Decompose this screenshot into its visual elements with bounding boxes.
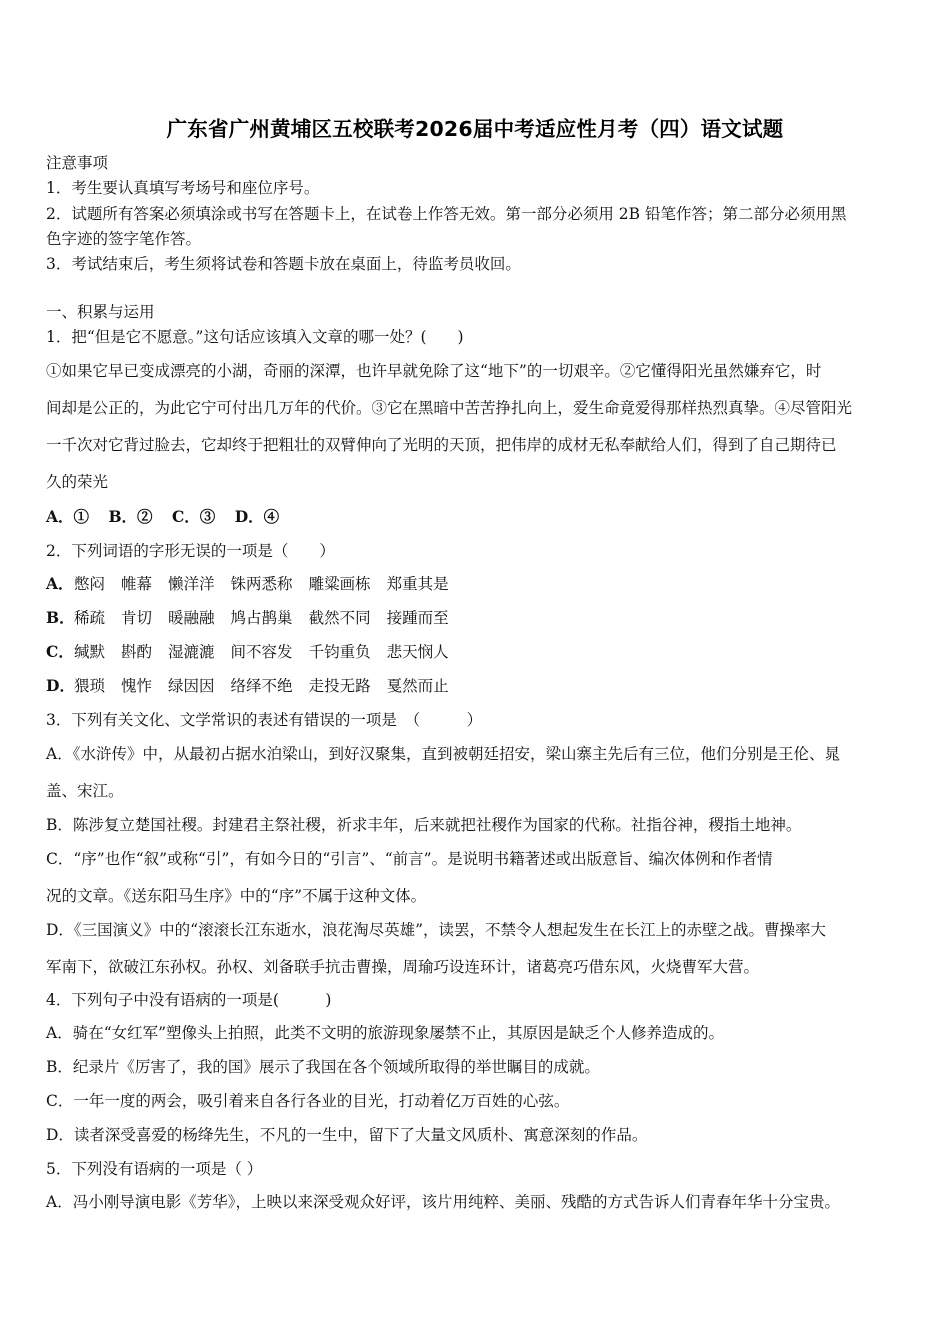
word: 戛然而止 (386, 677, 449, 695)
word: 懒洋洋 (168, 575, 215, 593)
question-5-stem: 5．下列没有语病的一项是（ ） (46, 1160, 263, 1178)
word: 络绎不绝 (230, 677, 293, 695)
word: 接踵而至 (386, 609, 449, 627)
question-5-line: A．冯小刚导演电影《芳华》，上映以来深受观众好评，该片用纯粹、美丽、残酷的方式告诉人们青春年华十分宝贵。 (46, 1193, 840, 1211)
question-4-line: D．读者深受喜爱的杨绛先生，不凡的一生中，留下了大量文风质朴、寓意深刻的作品。 (46, 1126, 648, 1144)
question-3-line: A．《水浒传》中，从最初占据水泊梁山，到好汉聚集，直到被朝廷招安，梁山寨主先后有三位，他们分别是王伦、晁 (46, 745, 840, 763)
question-1-passage-line: ①如果它早已变成漂亮的小湖，奇丽的深潭，也许早就免除了这“地下”的一切艰辛。②它懂得阳光虽然嫌弃它，时 (46, 362, 822, 380)
word: 肯切 (121, 609, 153, 627)
question-3-line: B．陈涉复立楚国社稷。封建君主祭社稷，祈求丰年，后来就把社稷作为国家的代称。社指谷神，稷指土地神。 (46, 816, 802, 834)
word: 憋闷 (74, 575, 106, 593)
option-d: D．④ (234, 507, 280, 526)
question-3-line: D．《三国演义》中的“滚滚长江东逝水，浪花淘尽英雄”，读罢，不禁令人想起发生在长江上的赤壁之战。曹操率大 (46, 921, 827, 939)
question-3-stem: 3．下列有关文化、文学常识的表述有错误的一项是 （ ） (46, 711, 483, 729)
option-label: C． (46, 642, 74, 661)
word: 鸠占鹊巢 (230, 609, 293, 627)
question-2-option-row (46, 675, 449, 697)
option-label: D． (46, 676, 75, 695)
option-label: A． (46, 574, 74, 593)
option-a: A．① (46, 507, 90, 526)
exam-title: 广东省广州黄埔区五校联考2026届中考适应性月考（四）语文试题 (166, 117, 784, 141)
question-1-options (46, 506, 279, 528)
word: 间不容发 (230, 643, 293, 661)
word: 稀疏 (74, 609, 106, 627)
question-3-line: 盖、宋江。 (46, 782, 124, 800)
question-2-stem: 2．下列词语的字形无误的一项是（ ） (46, 542, 335, 560)
question-1-passage-line: 间却是公正的，为此它宁可付出几万年的代价。③它在黑暗中苦苦挣扎向上，爱生命竟爱得那样热烈真挚。④尽管阳光 (46, 399, 853, 417)
question-4-line: C．一年一度的两会，吸引着来自各行各业的目光，打动着亿万百姓的心弦。 (46, 1092, 570, 1110)
question-1-passage-line: 久的荣光 (46, 473, 109, 491)
question-3-line: 况的文章。《送东阳马生序》中的“序”不属于这种文体。 (46, 887, 427, 905)
question-4-stem: 4．下列句子中没有语病的一项是( ) (46, 991, 332, 1009)
question-3-line: 军南下，欲破江东孙权。孙权、刘备联手抗击曹操，周瑜巧设连环计，诸葛亮巧借东风，火烧曹军大营。 (46, 958, 760, 976)
notice-item: 1．考生要认真填写考场号和座位序号。 (46, 179, 320, 197)
word: 铢两悉称 (230, 575, 293, 593)
word: 走投无路 (308, 677, 371, 695)
option-b: B．② (108, 507, 153, 526)
word: 郑重其是 (386, 575, 449, 593)
word: 湿漉漉 (168, 643, 215, 661)
word: 绿因因 (168, 677, 215, 695)
question-1-stem: 1．把“但是它不愿意。”这句话应该填入文章的哪一处？( ) (46, 328, 464, 346)
option-c: C．③ (171, 507, 216, 526)
notice-item: 3．考试结束后，考生须将试卷和答题卡放在桌面上，待监考员收回。 (46, 255, 521, 273)
word: 斟酌 (121, 643, 153, 661)
question-2-option-row (46, 573, 449, 595)
notice-heading: 注意事项 (46, 154, 109, 172)
notice-item: 2．试题所有答案必须填涂或书写在答题卡上，在试卷上作答无效。第一部分必须用 2B 铅笔作答；第二部分必须用黑 (46, 205, 847, 223)
word: 雕粱画栋 (308, 575, 371, 593)
word: 悲天悯人 (386, 643, 449, 661)
word: 暖融融 (168, 609, 215, 627)
option-label: B． (46, 608, 75, 627)
question-4-line: B．纪录片《厉害了，我的国》展示了我国在各个领域所取得的举世瞩目的成就。 (46, 1058, 600, 1076)
word: 愧怍 (121, 677, 153, 695)
question-2-option-row (46, 641, 449, 663)
question-3-line: C．“序”也作“叙”或称“引”，有如今日的“引言”、“前言”。是说明书籍著述或出版意旨、编次体例和作者情 (46, 850, 773, 868)
word: 缄默 (74, 643, 106, 661)
word: 帷幕 (121, 575, 153, 593)
word: 截然不同 (308, 609, 371, 627)
question-1-passage-line: 一千次对它背过脸去，它却终于把粗壮的双臂伸向了光明的天顶，把伟岸的成材无私奉献给人们，得到了自己期待已 (46, 436, 837, 454)
question-2-option-row (46, 607, 449, 629)
word: 猥琐 (74, 677, 106, 695)
section-heading: 一、积累与运用 (46, 303, 155, 321)
question-4-line: A．骑在“女红军”塑像头上拍照，此类不文明的旅游现象屡禁不止，其原因是缺乏个人修养造成的。 (46, 1024, 725, 1042)
word: 千钧重负 (308, 643, 371, 661)
notice-item: 色字迹的签字笔作答。 (46, 230, 202, 248)
